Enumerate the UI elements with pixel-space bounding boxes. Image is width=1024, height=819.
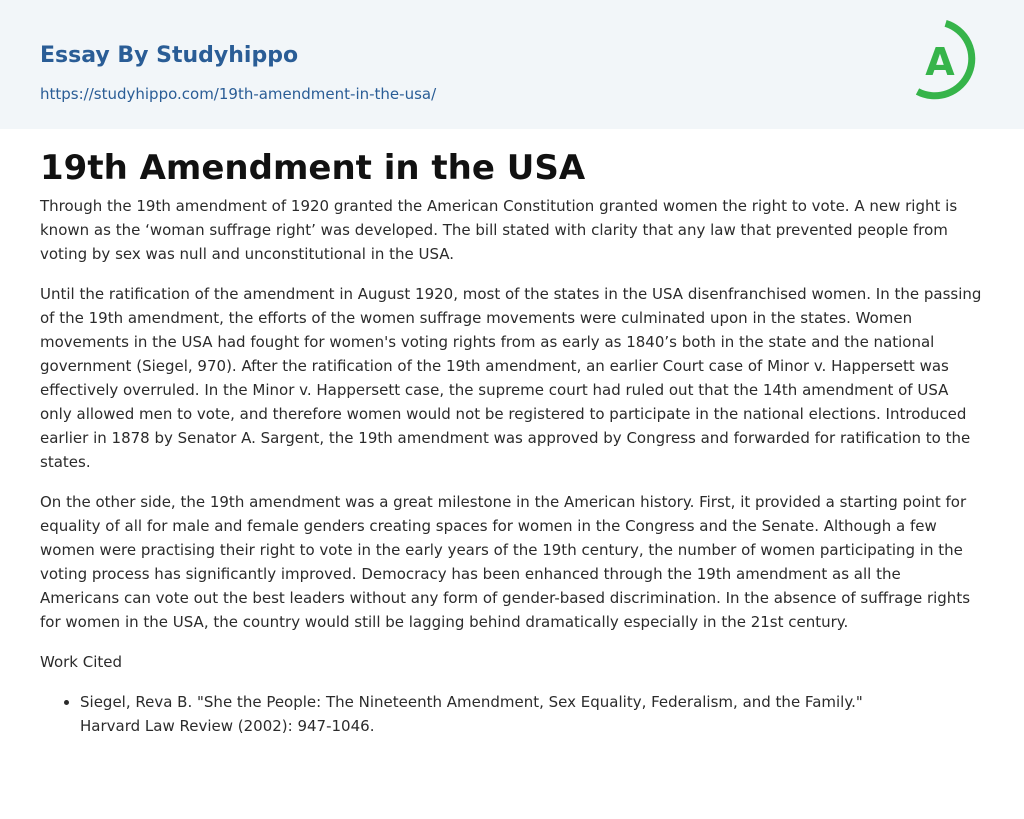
essay-url-link[interactable]: https://studyhippo.com/19th-amendment-in-the-usa/ (40, 85, 437, 103)
citation-item: • Siegel, Reva B. "She the People: The Nineteenth Amendment, Sex Equality, Federalism, and the Family." Harvard Law Review (2002): 947-1046. (80, 690, 870, 738)
works-cited-heading: Work Cited (40, 653, 123, 671)
logo-letter: A (925, 40, 955, 84)
article-title: 19th Amendment in the USA (40, 148, 586, 188)
citation-list (40, 690, 984, 738)
site-header (0, 0, 1024, 129)
article-body (40, 145, 984, 738)
article-paragraph-3: On the other side, the 19th amendment was a great milestone in the American history. First, it provided a starting point for equality of all for male and female genders creating spaces for women in the Congress and the Senate. Although a few women were practising their right to vote in the early years of the 19th century, the number of women participating in the voting process has significantly improved. Democracy has been enhanced through the 19th amendment as all the Americans can vote out the best leaders without any form of gender-based discrimination. In the absence of suffrage rights for women in the USA, the country would still be lagging behind dramatically especially in the 21st century. (40, 493, 971, 631)
article-paragraph-1: Through the 19th amendment of 1920 granted the American Constitution granted women the right to vote. A new right is known as the ‘woman suffrage right’ was developed. The bill stated with clarity that any law that prevented people from voting by sex was null and unconstitutional in the USA. (40, 197, 958, 263)
site-brand[interactable]: Essay By Studyhippo (40, 43, 299, 68)
article-paragraph-2: Until the ratification of the amendment in August 1920, most of the states in the USA disenfranchised women. In the passing of the 19th amendment, the efforts of the women suffrage movements were culminated upon in the states. Women movements in the USA had fought for women's voting rights from as early as 1840’s both in the state and the national government (Siegel, 970). After the ratification of the 19th amendment, an earlier Court case of Minor v. Happersett was effectively overruled. In the Minor v. Happersett case, the supreme court had ruled out that the 14th amendment of USA only allowed men to vote, and therefore women would not be registered to participate in the national elections. Introduced earlier in 1878 by Senator A. Sargent, the 19th amendment was approved by Congress and forwarded for ratification to the states. (40, 285, 982, 471)
studyhippo-logo-icon[interactable] (912, 18, 988, 106)
